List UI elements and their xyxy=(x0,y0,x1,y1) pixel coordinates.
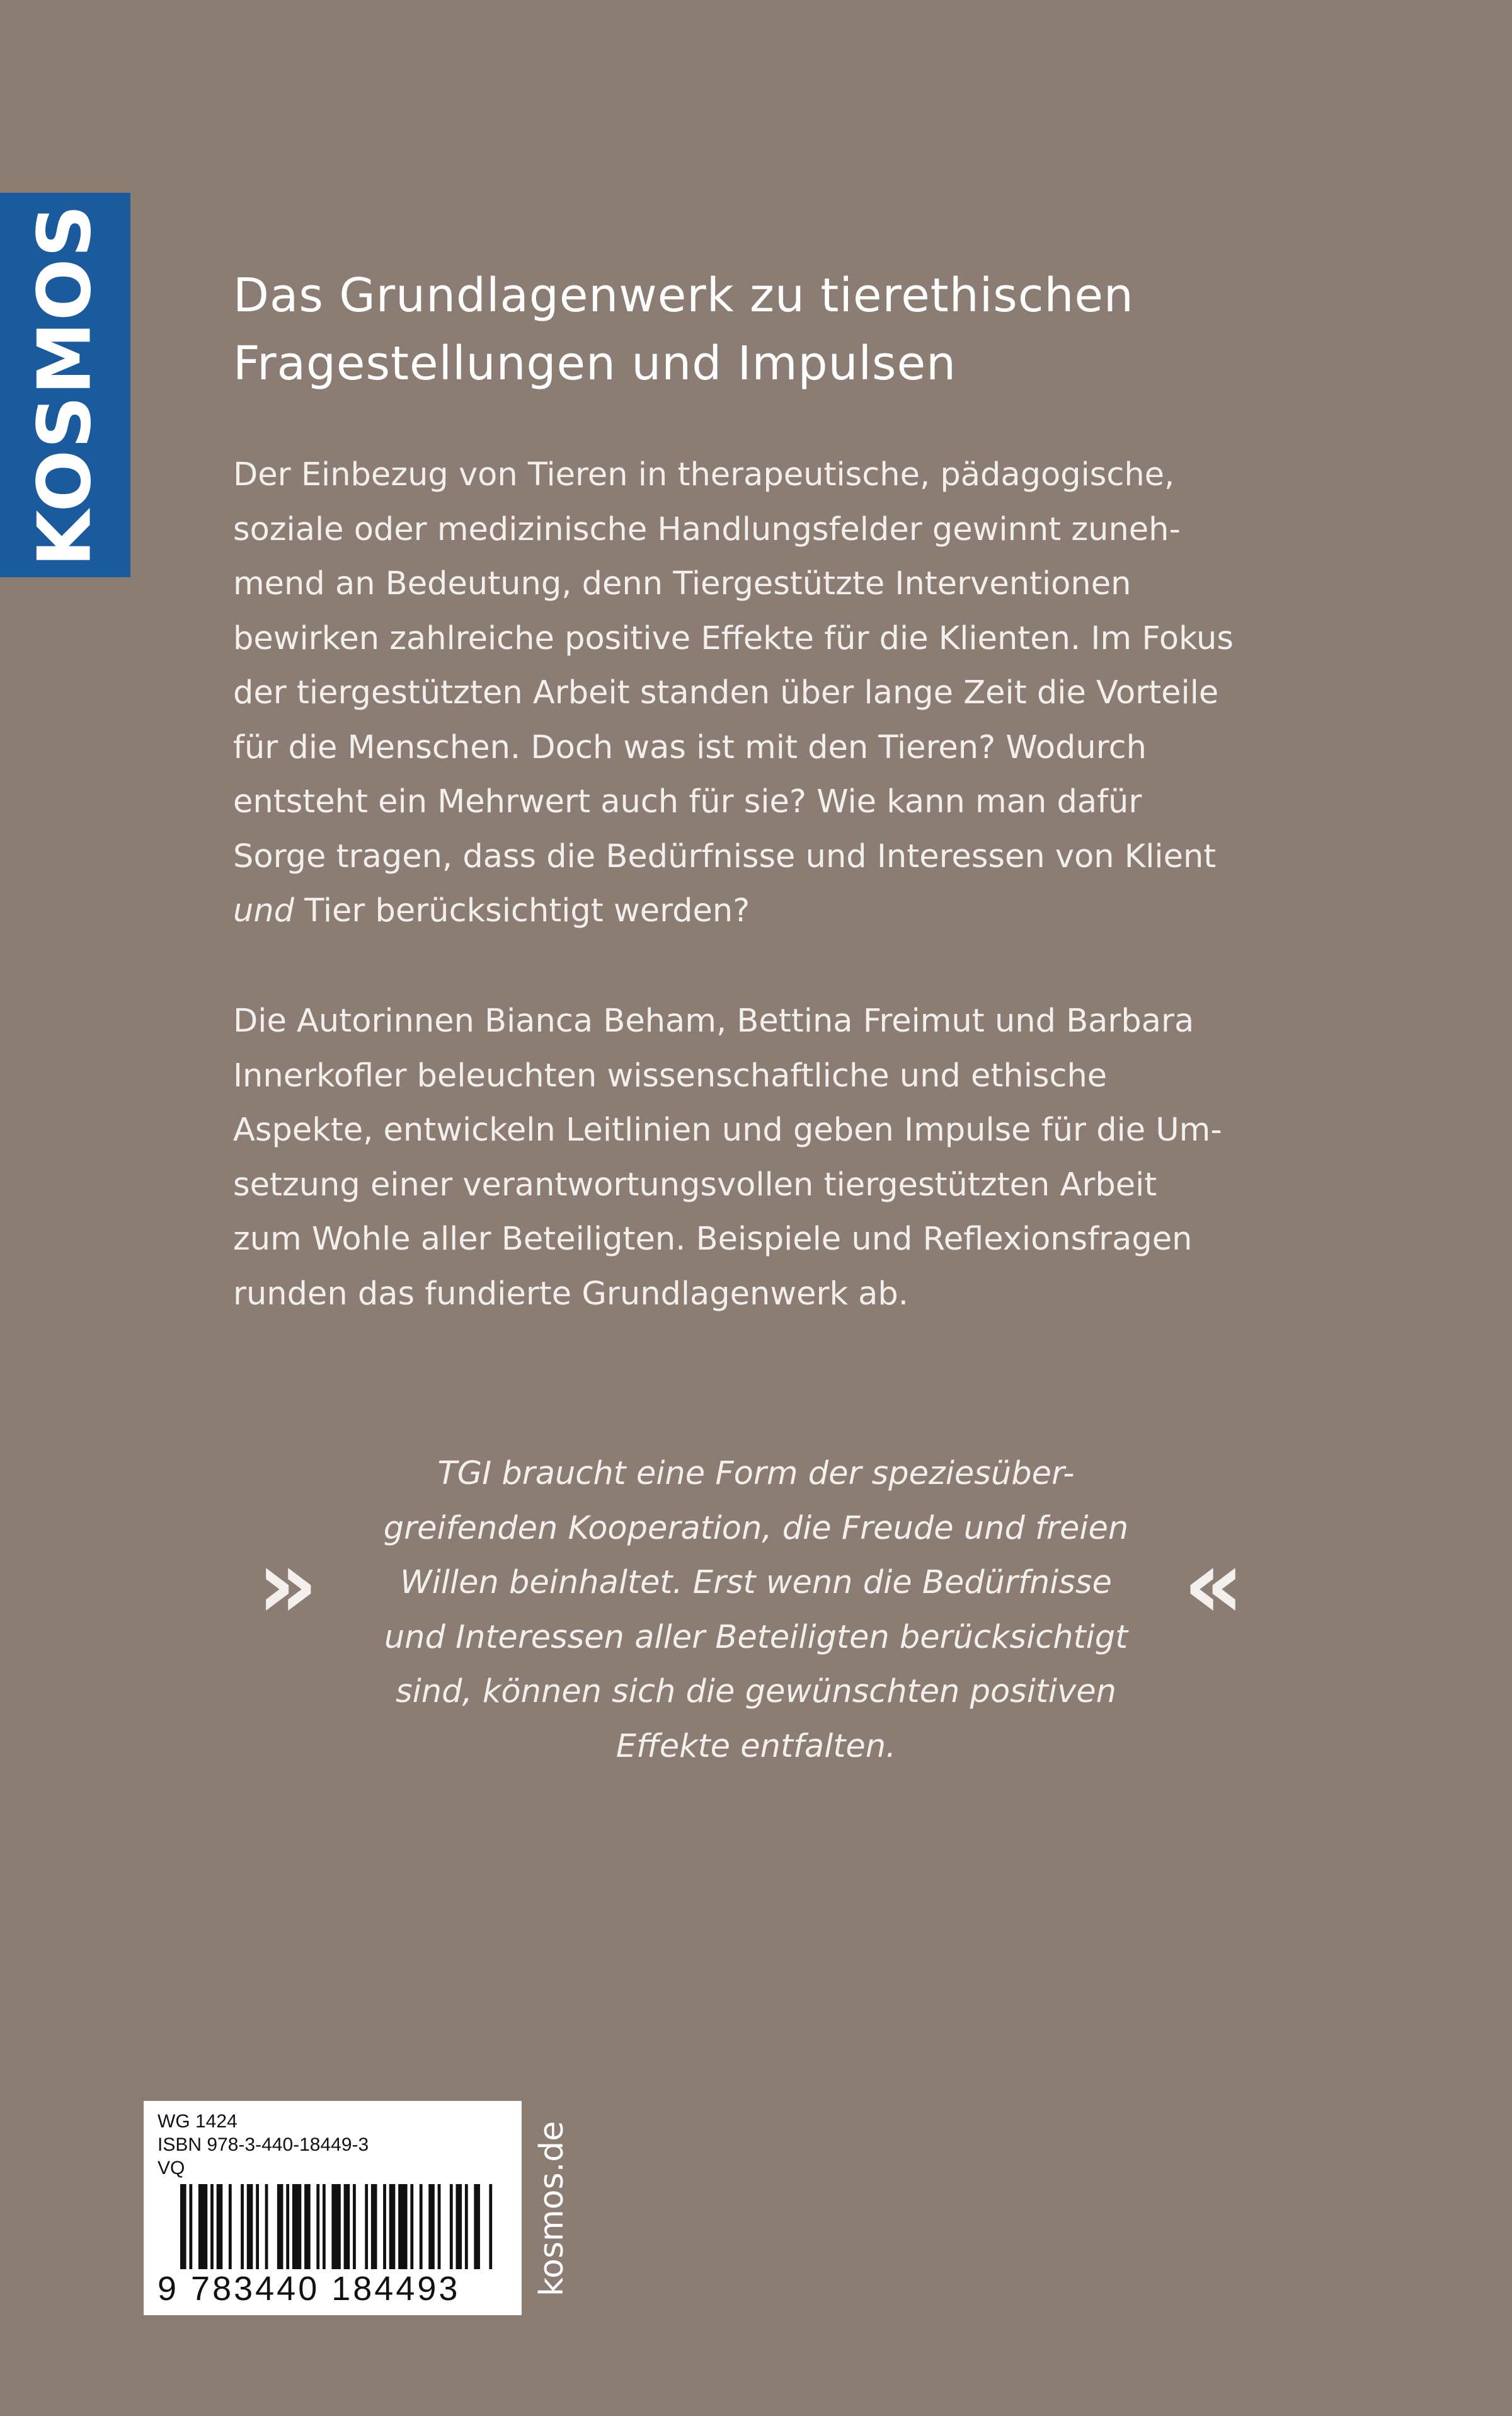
paragraph-intro xyxy=(233,448,1329,939)
barcode-label xyxy=(144,2101,522,2315)
paragraph-line: setzung einer verantwortungsvollen tiergestützten Arbeit xyxy=(233,1166,1157,1204)
paragraph-line: Der Einbezug von Tieren in therapeutische, pädagogische, xyxy=(233,456,1175,493)
publisher-logo: KOSMOS xyxy=(22,203,108,567)
emphasis-word: und xyxy=(233,892,295,929)
paragraph-line: runden das fundierte Grundlagenwerk ab. xyxy=(233,1275,909,1313)
barcode-digits: 9 783440 184493 xyxy=(158,2270,461,2308)
paragraph-line: mend an Bedeutung, denn Tiergestützte Interventionen xyxy=(233,565,1131,602)
paragraph-line-rest: Tier berücksichtigt werden? xyxy=(294,892,750,929)
quote-line: und Interessen aller Beteiligten berücksichtigt xyxy=(384,1618,1128,1656)
paragraph-line: für die Menschen. Doch was ist mit den Tieren? Wodurch xyxy=(233,728,1147,766)
paragraph-line: Die Autorinnen Bianca Beham, Bettina Freimut und Barbara xyxy=(233,1003,1194,1040)
paragraph-line: Sorge tragen, dass die Bedürfnisse und Interessen von Klient xyxy=(233,837,1217,875)
quote-open-mark: » xyxy=(257,1530,318,1640)
paragraph-line: der tiergestützten Arbeit standen über lange Zeit die Vorteile xyxy=(233,674,1219,711)
paragraph-line: soziale oder medizinische Handlungsfelder gewinnt zuneh- xyxy=(233,510,1181,548)
paragraph-authors xyxy=(233,994,1329,1321)
publisher-website: kosmos.de xyxy=(533,2120,571,2297)
barcode-icon xyxy=(180,2184,495,2282)
headline-line: Das Grundlagenwerk zu tierethischen xyxy=(233,268,1134,323)
quote-line: Willen beinhaltet. Erst wenn die Bedürfnisse xyxy=(400,1564,1112,1601)
pull-quote xyxy=(328,1447,1184,1774)
quote-line: greifenden Kooperation, die Freude und freien xyxy=(383,1509,1129,1547)
paragraph-line xyxy=(233,884,1329,939)
paragraph-line: entsteht ein Mehrwert auch für sie? Wie kann man dafür xyxy=(233,783,1142,820)
product-group: WG 1424 xyxy=(158,2111,238,2132)
barcode-code: VQ xyxy=(158,2158,185,2178)
paragraph-line: Innerkofler beleuchten wissenschaftliche und ethische xyxy=(233,1057,1108,1095)
isbn: ISBN 978-3-440-18449-3 xyxy=(158,2134,369,2155)
paragraph-line: bewirken zahlreiche positive Effekte für die Klienten. Im Fokus xyxy=(233,619,1234,657)
publisher-logo-tab xyxy=(0,193,130,577)
barcode-meta xyxy=(158,2110,369,2180)
quote-line: sind, können sich die gewünschten positiven xyxy=(396,1673,1116,1710)
headline-line: Fragestellungen und Impulsen xyxy=(233,337,957,391)
headline xyxy=(233,262,1317,398)
quote-line: Effekte entfalten. xyxy=(616,1727,896,1765)
quote-close-mark: « xyxy=(1183,1530,1244,1640)
quote-line: TGI braucht eine Form der speziesüber- xyxy=(437,1455,1075,1492)
paragraph-line: Aspekte, entwickeln Leitlinien und geben Impulse für die Um- xyxy=(233,1112,1222,1149)
paragraph-line: zum Wohle aller Beteiligten. Beispiele und Reflexionsfragen xyxy=(233,1221,1193,1258)
